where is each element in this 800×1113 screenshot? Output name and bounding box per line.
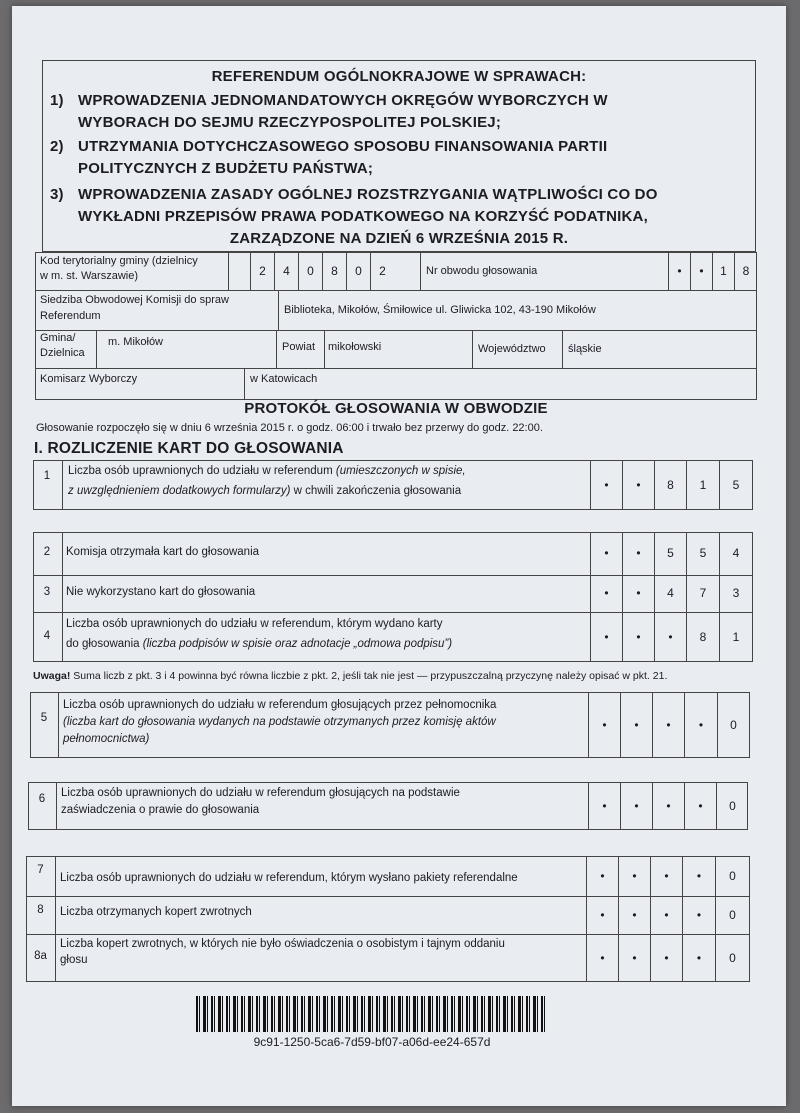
row-text: Liczba osób uprawnionych do udziału w referendum, którym wysłano pakiety referendalne	[60, 872, 518, 884]
digit-cell: •	[590, 612, 622, 662]
digit-cell: •	[684, 692, 717, 758]
wojewodztwo-label: Województwo	[478, 343, 546, 355]
kod-label-2: w m. st. Warszawie)	[40, 270, 138, 282]
header-item-3-no: 3)	[50, 186, 64, 203]
digit-cell: 1	[686, 460, 719, 510]
digit-cell: 5	[654, 532, 686, 575]
header-item-3-line2: WYKŁADNI PRZEPISÓW PRAWA PODATKOWEGO NA KORZYŚĆ PODATNIKA,	[78, 208, 648, 225]
kod-digit: 2	[250, 252, 274, 290]
header-item-1-line1: WPROWADZENIA JEDNOMANDATOWYCH OKRĘGÓW WYBORCZYCH W	[78, 92, 608, 109]
row-text: Liczba osób uprawnionych do udziału w referendum (umieszczonych w spisie,	[68, 465, 466, 477]
digit-cell: •	[588, 782, 620, 830]
row-text-2: (liczba kart do głosowania wydanych na podstawie otrzymanych przez komisję aktów	[63, 716, 496, 728]
digit-cell: 5	[719, 460, 752, 510]
digit-cell: 4	[654, 575, 686, 612]
digit-cell: •	[618, 934, 650, 982]
komisarz-label: Komisarz Wyborczy	[40, 373, 138, 385]
section-title: I. ROZLICZENIE KART DO GŁOSOWANIA	[34, 440, 344, 457]
digit-cell: •	[650, 896, 682, 934]
barcode-text: 9c91-1250-5ca6-7d59-bf07-a06d-ee24-657d	[253, 1035, 491, 1049]
row-number: 4	[43, 630, 51, 642]
digit-cell: 5	[686, 532, 719, 575]
digit-cell: 3	[719, 575, 752, 612]
siedziba-value: Biblioteka, Mikołów, Śmiłowice ul. Gliwicka 102, 43-190 Mikołów	[284, 304, 596, 316]
digit-cell: 8	[654, 460, 686, 510]
row-text: Komisja otrzymała kart do głosowania	[66, 546, 260, 558]
row-text: Liczba osób uprawnionych do udziału w referendum głosujących na podstawie	[61, 787, 460, 799]
nr-digit: •	[668, 252, 690, 290]
digit-cell: •	[622, 612, 654, 662]
nr-digit: •	[690, 252, 712, 290]
row-text-2: do głosowania (liczba podpisów w spisie oraz adnotacje „odmowa podpisu”)	[66, 638, 453, 650]
digit-cell: •	[620, 782, 652, 830]
wojewodztwo-value: śląskie	[568, 343, 602, 355]
row-number: 8a	[34, 950, 47, 962]
kod-digit: 4	[274, 252, 298, 290]
digit-cell: •	[622, 575, 654, 612]
header-title: REFERENDUM OGÓLNOKRAJOWE W SPRAWACH:	[211, 68, 587, 85]
protocol-title: PROTOKÓŁ GŁOSOWANIA W OBWODZIE	[244, 400, 548, 417]
header-item-2-no: 2)	[50, 138, 64, 155]
gmina-label: Gmina/	[40, 332, 76, 344]
powiat-label: Powiat	[282, 341, 316, 353]
powiat-value: mikołowski	[328, 341, 382, 353]
digit-cell: •	[684, 782, 716, 830]
komisarz-value: w Katowicach	[250, 373, 318, 385]
nr-digit: 8	[734, 252, 757, 290]
siedziba-label: Siedziba Obwodowej Komisji do spraw	[40, 294, 229, 306]
header-item-1-line2: WYBORACH DO SEJMU RZECZYPOSPOLITEJ POLSKIEJ;	[78, 114, 502, 131]
gmina-value: m. Mikołów	[108, 336, 164, 348]
digit-cell: •	[682, 896, 715, 934]
digit-cell: 0	[716, 782, 748, 830]
row-text-2: z uwzględnieniem dodatkowych formularzy) w chwili zakończenia głosowania	[68, 485, 462, 497]
digit-cell: •	[586, 856, 618, 896]
header-item-2-line1: UTRZYMANIA DOTYCHCZASOWEGO SPOSOBU FINANSOWANIA PARTII	[78, 138, 608, 155]
row-number: 7	[37, 864, 44, 876]
digit-cell: 0	[715, 896, 749, 934]
digit-cell: •	[650, 934, 682, 982]
digit-cell: 8	[686, 612, 719, 662]
digit-cell: •	[652, 692, 684, 758]
digit-cell: •	[590, 532, 622, 575]
header-item-2-line2: POLITYCZNYCH Z BUDŻETU PAŃSTWA;	[78, 160, 374, 177]
protocol-subtitle: Głosowanie rozpoczęło się w dniu 6 września 2015 r. o godz. 06:00 i trwało bez przerwy do godz. 22:00.	[36, 422, 543, 434]
digit-cell: •	[654, 612, 686, 662]
digit-cell: •	[652, 782, 684, 830]
digit-cell: •	[590, 460, 622, 510]
digit-cell: 7	[686, 575, 719, 612]
row-text: Liczba osób uprawnionych do udziału w referendum głosujących przez pełnomocnika	[63, 699, 497, 711]
row-number: 1	[43, 470, 51, 482]
row-text-2: zaświadczenia o prawie do głosowania	[61, 804, 260, 816]
header-item-3-line1: WPROWADZENIA ZASADY OGÓLNEJ ROZSTRZYGANIA WĄTPLIWOŚCI CO DO	[78, 186, 658, 203]
nr-obwodu-label: Nr obwodu głosowania	[426, 265, 538, 277]
kod-digit: 0	[346, 252, 370, 290]
row-number: 2	[43, 546, 51, 558]
header-date-line: ZARZĄDZONE NA DZIEŃ 6 WRZEŚNIA 2015 R.	[229, 230, 569, 247]
kod-digit: 2	[370, 252, 394, 290]
digit-cell: 0	[717, 692, 749, 758]
digit-cell: •	[618, 896, 650, 934]
digit-cell: 1	[719, 612, 752, 662]
kod-digit: 8	[322, 252, 346, 290]
gmina-label-2: Dzielnica	[40, 347, 85, 359]
row-number: 6	[38, 793, 46, 805]
row-number: 3	[43, 586, 51, 598]
siedziba-label-2: Referendum	[40, 310, 101, 322]
digit-cell: 0	[715, 934, 749, 982]
header-item-1-no: 1)	[50, 92, 64, 109]
digit-cell: •	[586, 896, 618, 934]
row-number: 5	[40, 712, 48, 724]
row-text-3: pełnomocnictwa)	[63, 733, 150, 745]
barcode	[196, 996, 548, 1032]
row-text: Nie wykorzystano kart do głosowania	[66, 586, 256, 598]
kod-label: Kod terytorialny gminy (dzielnicy	[40, 255, 198, 267]
row-text-2: głosu	[60, 954, 88, 966]
nr-digit: 1	[712, 252, 734, 290]
digit-cell: •	[620, 692, 652, 758]
digit-cell: •	[650, 856, 682, 896]
digit-cell: •	[682, 934, 715, 982]
row-number: 8	[37, 904, 44, 916]
digit-cell: •	[682, 856, 715, 896]
digit-cell: •	[618, 856, 650, 896]
kod-digit: 0	[298, 252, 322, 290]
digit-cell: •	[622, 460, 654, 510]
digit-cell: 4	[719, 532, 752, 575]
row-text: Liczba osób uprawnionych do udziału w referendum, którym wydano karty	[66, 618, 443, 630]
digit-cell: •	[590, 575, 622, 612]
digit-cell: •	[622, 532, 654, 575]
row-text: Liczba otrzymanych kopert zwrotnych	[60, 906, 252, 918]
info-grid	[35, 252, 757, 400]
row-text: Liczba kopert zwrotnych, w których nie było oświadczenia o osobistym i tajnym oddaniu	[60, 938, 505, 950]
warning-note: Uwaga! Suma liczb z pkt. 3 i 4 powinna być równa liczbie z pkt. 2, jeśli tak nie jest — przypuszczalną przyczynę należy opisać w pkt. 21.	[33, 670, 668, 682]
digit-cell: •	[586, 934, 618, 982]
digit-cell: 0	[715, 856, 749, 896]
digit-cell: •	[588, 692, 620, 758]
